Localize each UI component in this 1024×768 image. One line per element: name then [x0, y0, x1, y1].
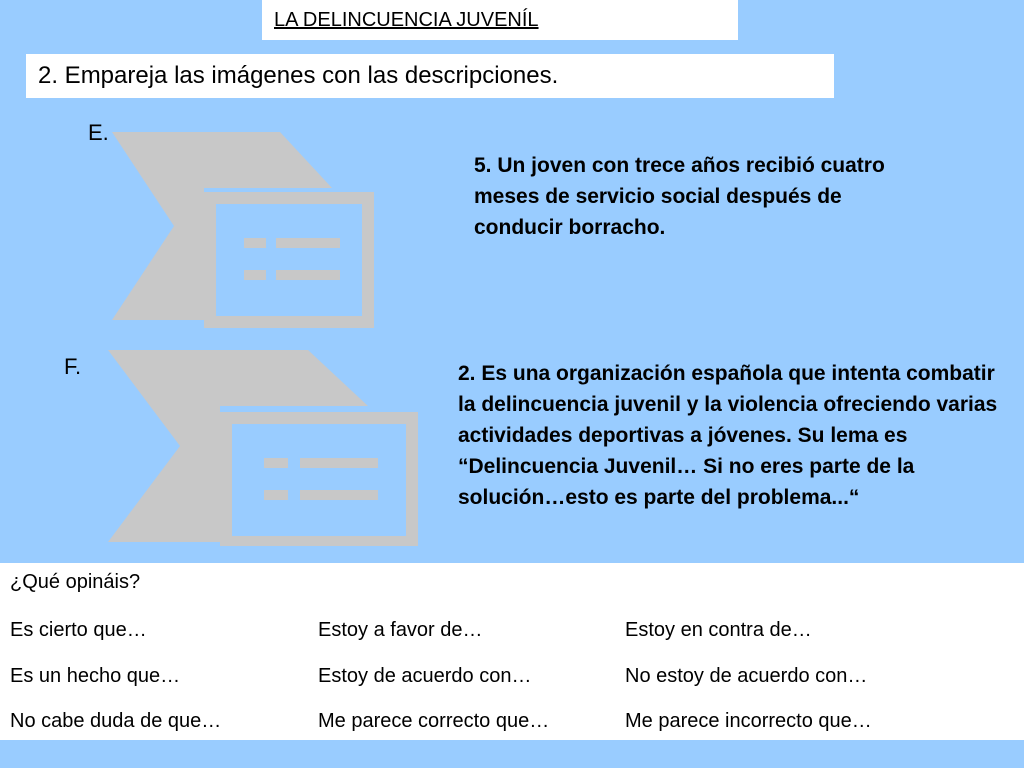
opinion-phrase: Estoy a favor de… — [318, 619, 483, 641]
opinion-title: ¿Qué opináis? — [10, 571, 141, 593]
item-description-e: 5. Un joven con trece años recibió cuatro meses de servicio social después de conducir borracho. — [474, 154, 885, 239]
opinion-phrase: Estoy en contra de… — [625, 619, 812, 641]
opinion-phrase: Me parece incorrecto que… — [625, 710, 872, 732]
opinion-phrase: Me parece correcto que… — [318, 710, 550, 732]
page-title: LA DELINCUENCIA JUVENÍL — [274, 9, 539, 31]
item-description-f: 2. Es una organización española que intenta combatir la delincuencia juvenil y la violencia ofreciendo varias actividades deportivas a jóvenes. Su lema es “Delincuencia Juvenil… Si no eres parte de la solución…esto es parte del problema...“ — [458, 362, 998, 509]
item-letter-f: F. — [64, 354, 82, 379]
opinion-phrase: No estoy de acuerdo con… — [625, 665, 868, 687]
opinion-phrase: Es un hecho que… — [10, 665, 181, 687]
opinion-phrase: No cabe duda de que… — [10, 710, 222, 732]
image-placeholder-icon — [108, 350, 418, 546]
instruction-text: 2. Empareja las imágenes con las descripciones. — [38, 62, 559, 89]
title-box — [262, 0, 738, 40]
image-placeholder-icon — [112, 132, 374, 328]
opinion-phrases-box — [0, 563, 1024, 740]
opinion-phrase: Es cierto que… — [10, 619, 147, 641]
item-letter-e: E. — [88, 120, 109, 145]
opinion-phrase: Estoy de acuerdo con… — [318, 665, 532, 687]
instruction-box — [26, 54, 834, 98]
